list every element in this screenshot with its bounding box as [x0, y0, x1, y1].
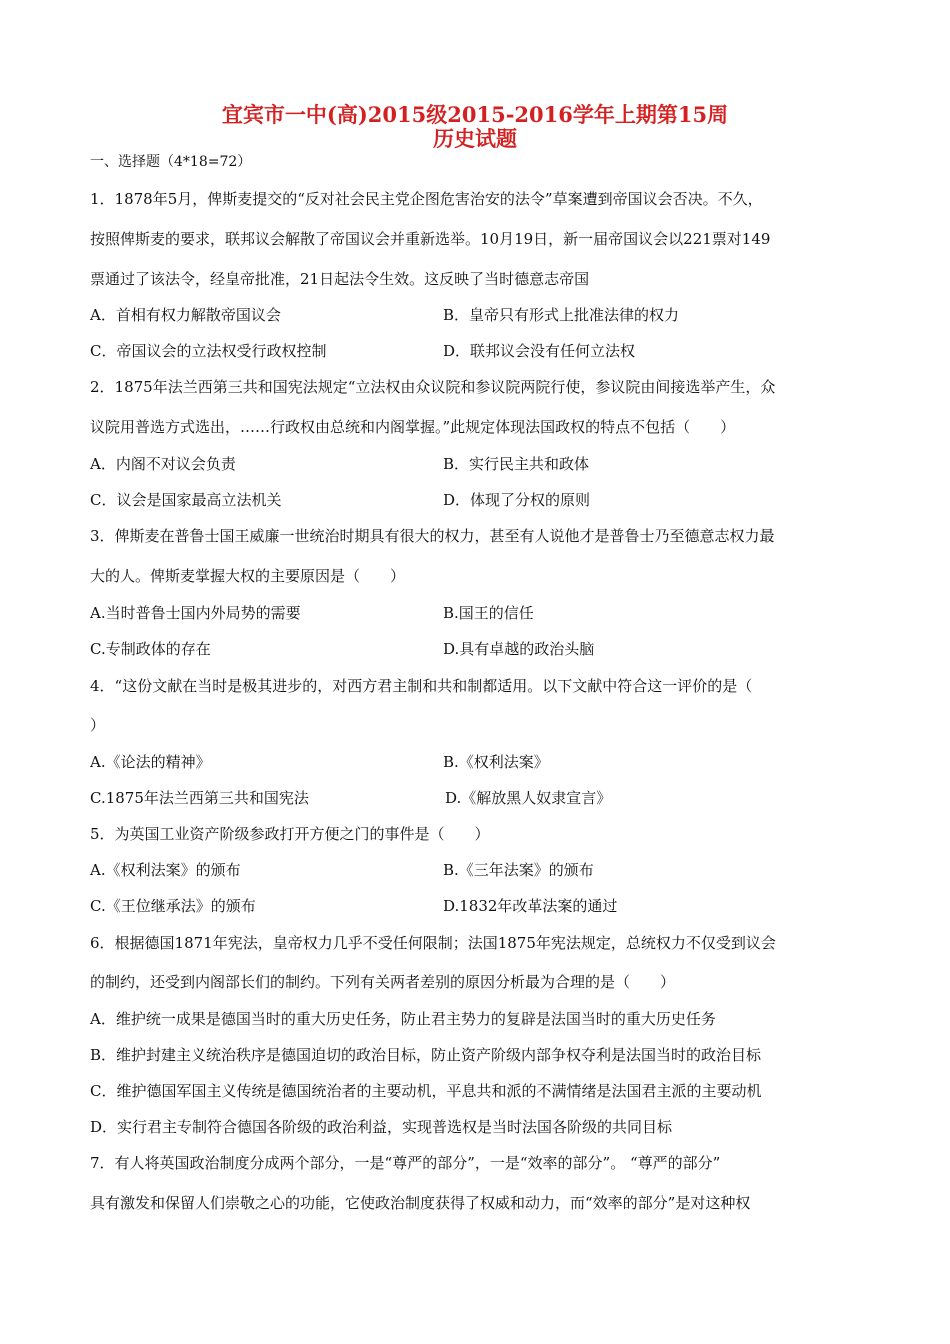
- question-text: 7．有人将英国政治制度分成两个部分，一是“尊严的部分”，一是“效率的部分”。 “尊严的部分”: [90, 1154, 721, 1172]
- option-d: D．联邦议会没有任何立法权: [443, 342, 636, 360]
- option-b: B.《权利法案》: [443, 753, 549, 771]
- option-a: A．维护统一成果是德国当时的重大历史任务，防止君主势力的复辟是法国当时的重大历史任务: [90, 1010, 716, 1028]
- option-d: D.具有卓越的政治头脑: [443, 640, 595, 658]
- question-text: 按照俾斯麦的要求，联邦议会解散了帝国议会并重新选举。10月19日，新一届帝国议会以221票对149: [90, 230, 771, 248]
- question-text: 具有激发和保留人们崇敬之心的功能，它使政治制度获得了权威和动力，而“效率的部分”是对这种权: [90, 1194, 751, 1212]
- option-d: D.《解放黑人奴隶宣言》: [445, 789, 612, 807]
- option-d: D.1832年改革法案的通过: [443, 897, 618, 915]
- question-text: ）: [90, 716, 106, 734]
- option-c: C．维护德国军国主义传统是德国统治者的主要动机，平息共和派的不满情绪是法国君主派的主要动机: [90, 1082, 762, 1100]
- question-text: 3．俾斯麦在普鲁士国王威廉一世统治时期具有很大的权力，甚至有人说他才是普鲁士乃至德意志权力最: [90, 527, 775, 545]
- option-a: A．首相有权力解散帝国议会: [90, 306, 281, 324]
- option-c: C.专制政体的存在: [90, 640, 211, 658]
- option-c: C.《王位继承法》的颁布: [90, 897, 256, 915]
- question-text: 5．为英国工业资产阶级参政打开方便之门的事件是（ ）: [90, 825, 490, 843]
- option-b: B．维护封建主义统治秩序是德国迫切的政治目标，防止资产阶级内部争权夺利是法国当时的政治目标: [90, 1046, 762, 1064]
- question-text: 票通过了该法令，经皇帝批准，21日起法令生效。这反映了当时德意志帝国: [90, 270, 590, 288]
- question-text: 6．根据德国1871年宪法，皇帝权力几乎不受任何限制；法国1875年宪法规定，总统权力不仅受到议会: [90, 934, 776, 952]
- question-text: 1．1878年5月，俾斯麦提交的“反对社会民主党企图危害治安的法令”草案遭到帝国议会否决。不久，: [90, 190, 763, 208]
- option-b: B.国王的信任: [443, 604, 534, 622]
- question-text: 的制约，还受到内阁部长们的制约。下列有关两者差别的原因分析最为合理的是（ ）: [90, 973, 676, 991]
- option-d: D．体现了分权的原则: [443, 491, 591, 509]
- option-b: B．实行民主共和政体: [443, 455, 590, 473]
- option-d: D．实行君主专制符合德国各阶级的政治利益，实现普选权是当时法国各阶级的共同目标: [90, 1118, 673, 1136]
- option-b: B.《三年法案》的颁布: [443, 861, 594, 879]
- option-c: C.1875年法兰西第三共和国宪法: [90, 789, 309, 807]
- option-a: A.当时普鲁士国内外局势的需要: [90, 604, 301, 622]
- question-text: 2．1875年法兰西第三共和国宪法规定“立法权由众议院和参议院两院行使，参议院由间接选举产生，众: [90, 378, 776, 396]
- option-a: A.《论法的精神》: [90, 753, 211, 771]
- exam-title: 宜宾市一中(高)2015级2015-2016学年上期第15周: [221, 102, 729, 127]
- exam-subtitle: 历史试题: [433, 126, 517, 151]
- option-c: C．议会是国家最高立法机关: [90, 491, 282, 509]
- question-text: 大的人。俾斯麦掌握大权的主要原因是（ ）: [90, 567, 406, 585]
- section-label: 一、选择题（4*18=72）: [90, 154, 252, 170]
- option-c: C．帝国议会的立法权受行政权控制: [90, 342, 327, 360]
- option-a: A．内阁不对议会负责: [90, 455, 236, 473]
- option-b: B．皇帝只有形式上批准法律的权力: [443, 306, 680, 324]
- question-text: 议院用普选方式选出，……行政权由总统和内阁掌握。”此规定体现法国政权的特点不包括（ ）: [90, 418, 736, 436]
- question-text: 4．“这份文献在当时是极其进步的，对西方君主制和共和制都适用。以下文献中符合这一评价的是（: [90, 677, 753, 695]
- option-a: A.《权利法案》的颁布: [90, 861, 241, 879]
